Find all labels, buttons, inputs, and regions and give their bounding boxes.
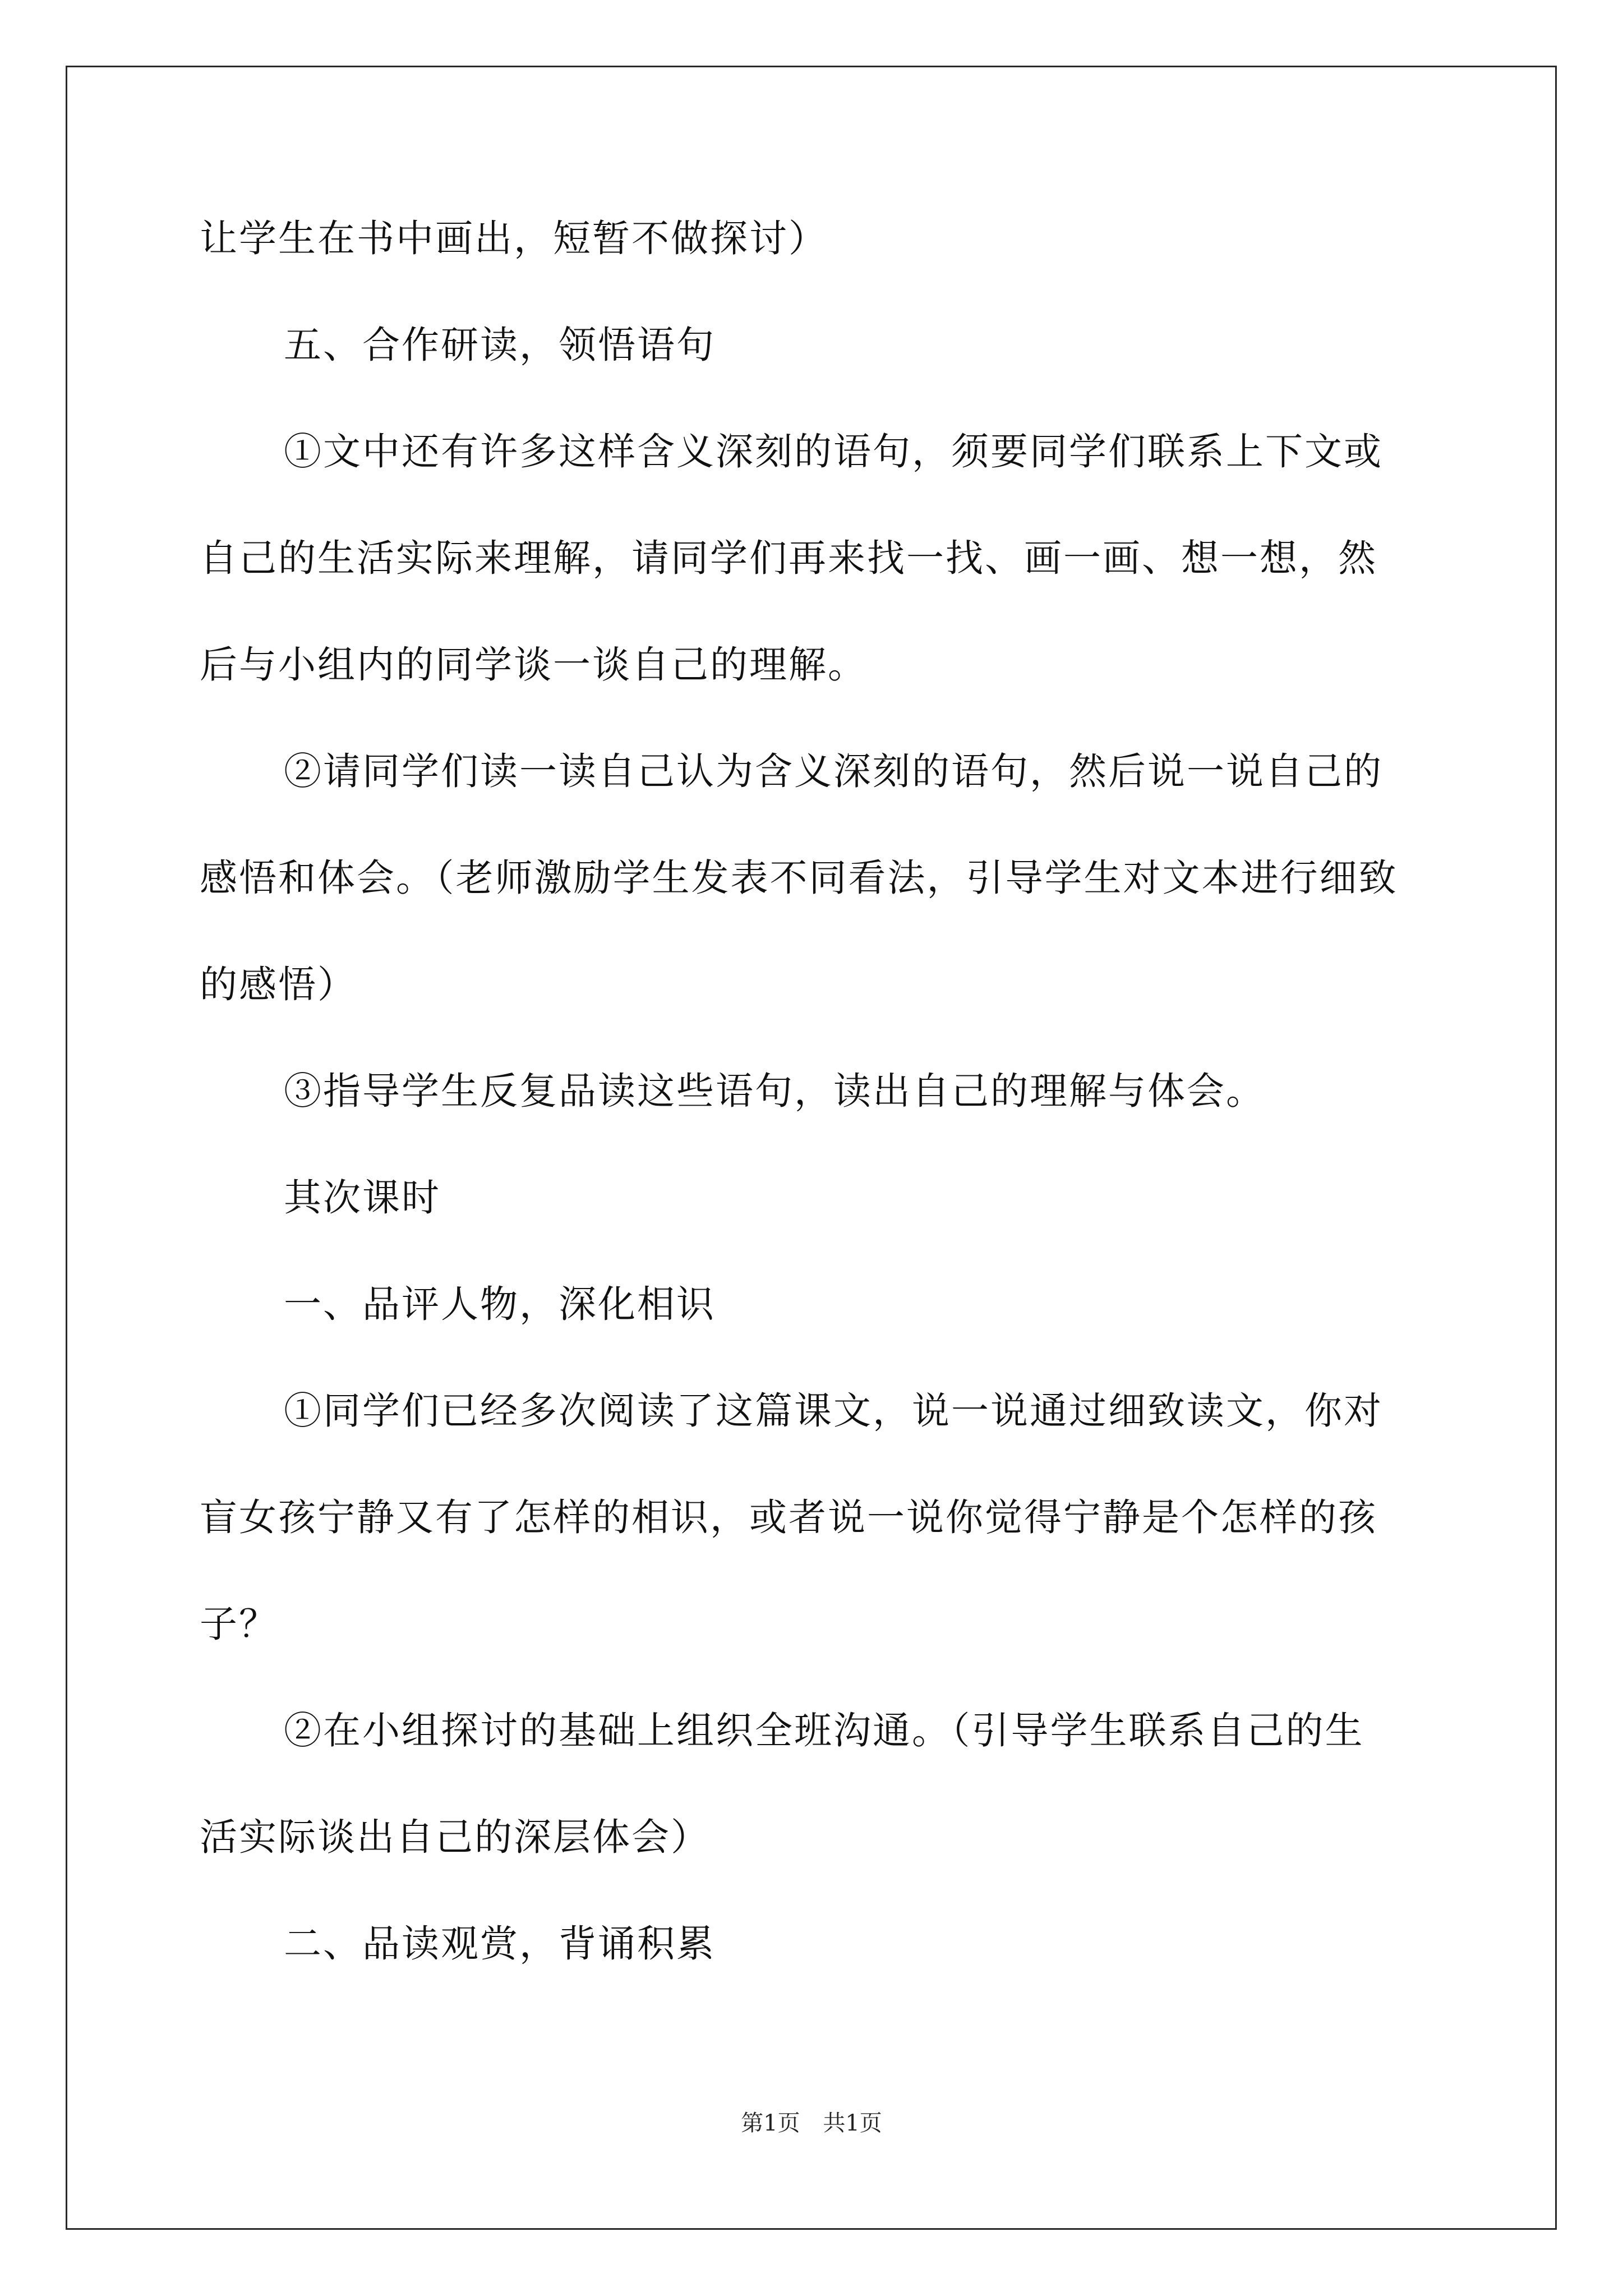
text-line: ②请同学们读一读自己认为含义深刻的语句，然后说一说自己的 (284, 749, 1383, 793)
text-line: 的感悟） (200, 963, 357, 1006)
text-line: ②在小组探讨的基础上组织全班沟通。（引导学生联系自己的生 (284, 1709, 1364, 1752)
text-line: 后与小组内的同学谈一谈自己的理解。 (200, 643, 867, 687)
section-heading: 其次课时 (284, 1176, 441, 1220)
text-line: 自己的生活实际来理解，请同学们再来找一找、画一画、想一想，然 (200, 536, 1377, 580)
text-line: ③指导学生反复品读这些语句，读出自己的理解与体会。 (284, 1069, 1265, 1113)
page-border (66, 66, 1557, 2230)
page-number: 第1页 (741, 2110, 800, 2136)
text-line: 让学生在书中画出，短暂不做探讨） (200, 217, 828, 260)
section-heading: 五、合作研读，领悟语句 (284, 323, 716, 367)
text-line: ①文中还有许多这样含义深刻的语句，须要同学们联系上下文或 (284, 430, 1383, 473)
text-line: ①同学们已经多次阅读了这篇课文，说一说通过细致读文，你对 (284, 1389, 1383, 1433)
page-footer (0, 2109, 1623, 2137)
text-line: 子？ (200, 1602, 278, 1646)
text-line: 盲女孩宁静又有了怎样的相识，或者说一说你觉得宁静是个怎样的孩 (200, 1496, 1377, 1539)
text-line: 活实际谈出自己的深层体会） (200, 1815, 710, 1859)
section-heading: 一、品评人物，深化相识 (284, 1282, 716, 1326)
text-line: 感悟和体会。（老师激励学生发表不同看法，引导学生对文本进行细致 (200, 856, 1398, 900)
section-heading: 二、品读观赏，背诵积累 (284, 1922, 716, 1966)
page-total: 共1页 (823, 2110, 882, 2136)
